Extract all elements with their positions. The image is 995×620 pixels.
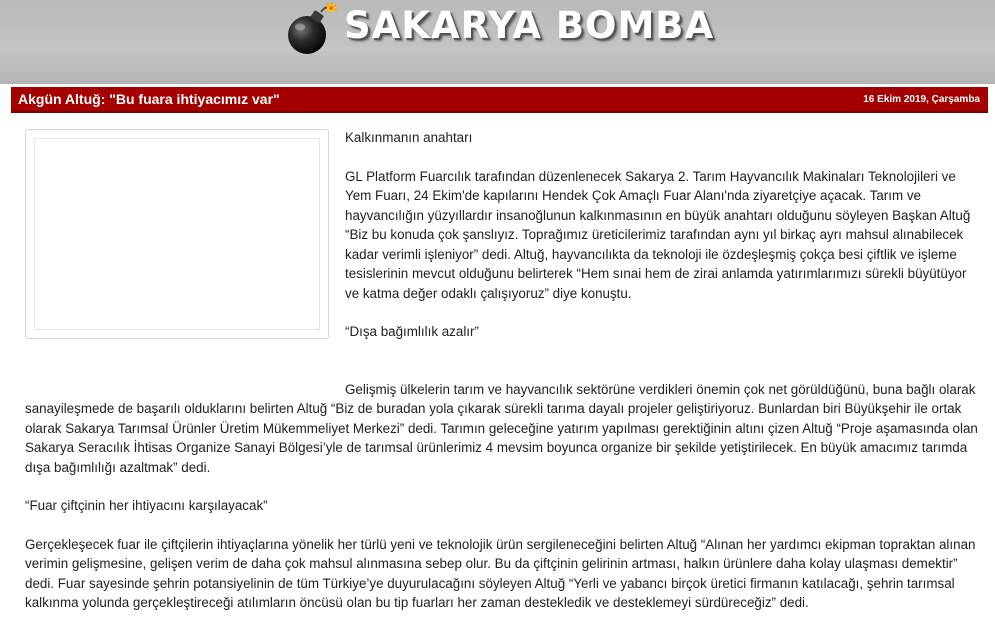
site-header xyxy=(0,0,995,84)
article-title-bar xyxy=(11,87,988,113)
article-paragraph: “Fuar çiftçinin her ihtiyacını karşılayacak” xyxy=(25,498,268,513)
site-logo[interactable] xyxy=(283,0,723,60)
article-date: 16 Ekim 2019, Çarşamba xyxy=(863,94,980,105)
article-title: Akgün Altuğ: "Bu fuara ihtiyacımız var" xyxy=(18,91,280,107)
article-body xyxy=(25,128,980,613)
site-name: SAKARYA BOMBA xyxy=(344,4,715,47)
article-paragraph: GL Platform Fuarcılık tarafından düzenlenecek Sakarya 2. Tarım Hayvancılık Makinaları Teknolojileri ve Yem Fuarı, 24 Ekim'de kapılarını Hendek Çok Amaçlı Fuar Alanı'nda ziyaretçiye açacak. Tarım ve hayvancılığın yüzyıllardır insanoğlunun kalkınmasının en büyük anahtarı olduğunu söyleyen Başkan Altuğ “Biz bu konuda çok şanslıyız. Toprağımız üreticilerimiz tarafından aynı yıl birkaç ayrı mahsul alınabilecek kadar verimli işleniyor” dedi. Altuğ, hayvancılıkta da teknoloji ile özdeşleşmiş çokça besi çiftlik ve işleme tesislerinin mevcut olduğunu belirterek “Hem sınai hem de zirai anlamda yatırımlarımızı sürekli büyütüyor ve katma değer odaklı çalışıyoruz” diye konuştu. xyxy=(345,168,971,301)
article-paragraph: “Dışa bağımlılık azalır” xyxy=(345,324,479,339)
article-paragraph: Gelişmiş ülkelerin tarım ve hayvancılık sektörüne verdikleri önemin çok net görüldüğünü, buna bağlı olarak sanayileşmede de başarılı olduklarını belirten Altuğ “Biz de buradan yola çıkarak sürekli tarıma dayalı projeler geliştiriyoruz. Bunlardan biri Büyükşehir ile ortak olarak Sakarya Tarımsal Ürünler Üretim Mükemmeliyet Merkezi” dedi. Tarımın geleceğine yatırım yapılması gerektiğinin altını çizen Altuğ “Proje aşamasında olan Sakarya Seracılık İhtisas Organize Sanayi Bölgesi’yle de tarımsal ürünlerimiz 4 mevsim boyunca organize bir şekilde yetiştirilecek. En büyük amacımız tarımda dışa bağımlılığı azaltmak” dedi. xyxy=(25,381,978,475)
bomb-icon xyxy=(283,2,339,56)
article-paragraph: Gerçekleşecek fuar ile çiftçilerin ihtiyaçlarına yönelik her türlü yeni ve teknolojik ürün sergileneceğini belirten Altuğ “Alınan her yardımcı ekipman topraktan alınan verimin gelişmesine, gelişen verim de daha çok mahsul alınmasına sebep olur. Bu da çiftçinin gelirinin artması, halkın ürünlere daha kolay ulaşması demektir” dedi. Fuar sayesinde şehrin potansiyelinin de tüm Türkiye’ye duyurulacağını söyleyen Altuğ “Yerli ve yabancı birçok üretici firmanın katılacağı, şehrin tarımsal kalkınma yolunda gerçekleştireceği atılımların öncüsü olan bu tip fuarları her zaman destekledik ve desteklemeyi sürdüreceğiz” dedi. xyxy=(25,536,976,610)
article-paragraph: Kalkınmanın anahtarı xyxy=(345,130,473,145)
